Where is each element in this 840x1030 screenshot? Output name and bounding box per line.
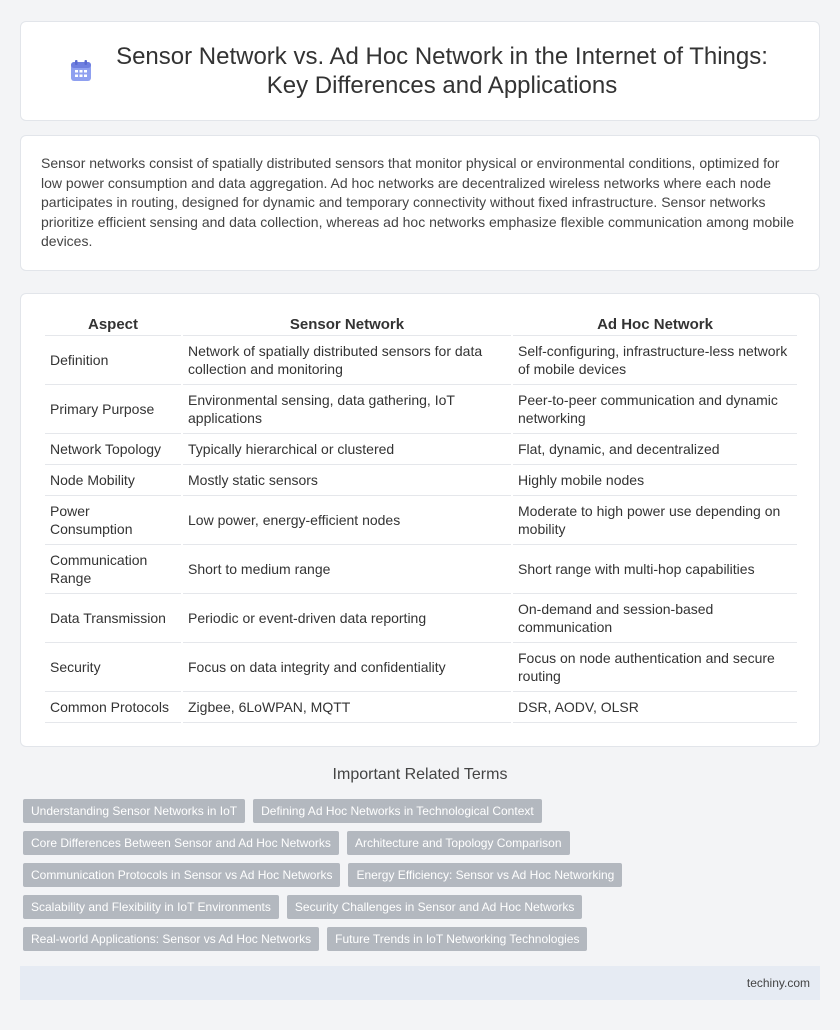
sensor-cell: Network of spatially distributed sensors for data collection and monitoring	[183, 336, 511, 385]
adhoc-cell: Highly mobile nodes	[513, 465, 797, 496]
related-terms-list	[23, 799, 823, 959]
table-row	[45, 465, 797, 496]
related-term-tag[interactable]: Scalability and Flexibility in IoT Environments	[23, 895, 279, 919]
header-ad-hoc-network: Ad Hoc Network	[513, 314, 797, 336]
adhoc-cell: Flat, dynamic, and decentralized	[513, 434, 797, 465]
related-term-tag[interactable]: Future Trends in IoT Networking Technologies	[327, 927, 587, 951]
intro-paragraph: Sensor networks consist of spatially distributed sensors that monitor physical or environmental conditions, optimized for low power consumption and data aggregation. Ad hoc networks are decentralized wireless networks where each node participates in routing, designed for dynamic and temporary connectivity without fixed infrastructure. Sensor networks prioritize efficient sensing and data collection, whereas ad hoc networks emphasize flexible communication among mobile devices.	[41, 155, 795, 249]
table-row	[45, 496, 797, 545]
aspect-cell: Communication Range	[45, 545, 181, 594]
sensor-cell: Typically hierarchical or clustered	[183, 434, 511, 465]
related-term-tag[interactable]: Security Challenges in Sensor and Ad Hoc Networks	[287, 895, 582, 919]
sensor-cell: Zigbee, 6LoWPAN, MQTT	[183, 692, 511, 723]
table-row	[45, 594, 797, 643]
adhoc-cell: Focus on node authentication and secure routing	[513, 643, 797, 692]
table-row	[45, 545, 797, 594]
related-term-tag[interactable]: Architecture and Topology Comparison	[347, 831, 570, 855]
adhoc-cell: Peer-to-peer communication and dynamic networking	[513, 385, 797, 434]
page-title: Sensor Network vs. Ad Hoc Network in the Internet of Things: Key Differences and Applications	[116, 43, 768, 99]
sensor-cell: Periodic or event-driven data reporting	[183, 594, 511, 643]
calendar-icon	[68, 58, 94, 84]
related-terms-heading: Important Related Terms	[332, 766, 508, 783]
adhoc-cell: Short range with multi-hop capabilities	[513, 545, 797, 594]
adhoc-cell: Self-configuring, infrastructure-less network of mobile devices	[513, 336, 797, 385]
table-row	[45, 336, 797, 385]
aspect-cell: Network Topology	[45, 434, 181, 465]
site-name[interactable]: techiny.com	[746, 976, 810, 990]
adhoc-cell: On-demand and session-based communication	[513, 594, 797, 643]
adhoc-cell: Moderate to high power use depending on mobility	[513, 496, 797, 545]
related-term-tag[interactable]: Real-world Applications: Sensor vs Ad Hoc Networks	[23, 927, 319, 951]
footer	[20, 966, 820, 1000]
aspect-cell: Definition	[45, 336, 181, 385]
aspect-cell: Primary Purpose	[45, 385, 181, 434]
comparison-table	[43, 314, 799, 723]
related-term-tag[interactable]: Energy Efficiency: Sensor vs Ad Hoc Networking	[348, 863, 622, 887]
related-term-tag[interactable]: Communication Protocols in Sensor vs Ad Hoc Networks	[23, 863, 340, 887]
related-term-tag[interactable]: Defining Ad Hoc Networks in Technological Context	[253, 799, 542, 823]
table-header-row	[45, 314, 797, 336]
title-card	[20, 21, 820, 121]
aspect-cell: Security	[45, 643, 181, 692]
comparison-card	[20, 293, 820, 747]
sensor-cell: Mostly static sensors	[183, 465, 511, 496]
aspect-cell: Power Consumption	[45, 496, 181, 545]
table-row	[45, 434, 797, 465]
header-aspect: Aspect	[45, 314, 181, 336]
sensor-cell: Short to medium range	[183, 545, 511, 594]
related-term-tag[interactable]: Understanding Sensor Networks in IoT	[23, 799, 245, 823]
aspect-cell: Node Mobility	[45, 465, 181, 496]
aspect-cell: Data Transmission	[45, 594, 181, 643]
sensor-cell: Low power, energy-efficient nodes	[183, 496, 511, 545]
sensor-cell: Focus on data integrity and confidentiality	[183, 643, 511, 692]
header-sensor-network: Sensor Network	[183, 314, 511, 336]
sensor-cell: Environmental sensing, data gathering, IoT applications	[183, 385, 511, 434]
related-term-tag[interactable]: Core Differences Between Sensor and Ad Hoc Networks	[23, 831, 339, 855]
table-row	[45, 385, 797, 434]
aspect-cell: Common Protocols	[45, 692, 181, 723]
table-row	[45, 643, 797, 692]
adhoc-cell: DSR, AODV, OLSR	[513, 692, 797, 723]
table-row	[45, 692, 797, 723]
intro-card	[20, 135, 820, 271]
